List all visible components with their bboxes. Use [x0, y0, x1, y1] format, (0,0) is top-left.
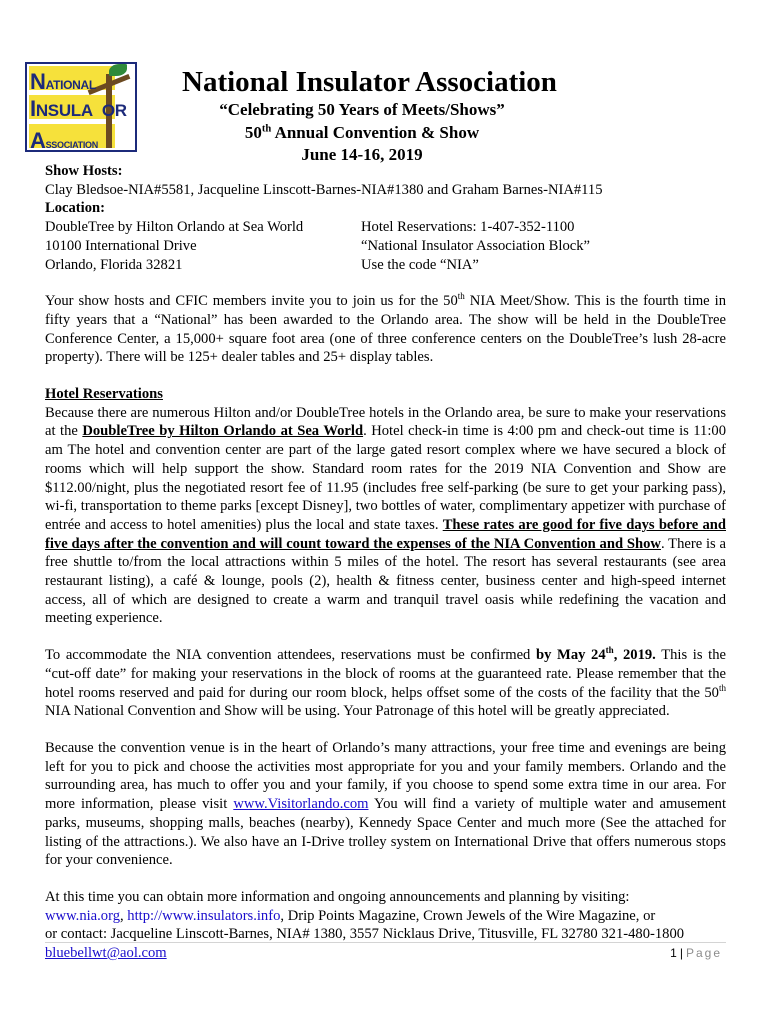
visitorlando-link[interactable]: www.Visitorlando.com — [233, 796, 369, 813]
hosts-label: Show Hosts: — [45, 163, 123, 179]
subtitle-celebrating: “Celebrating 50 Years of Meets/Shows” — [219, 100, 505, 119]
page-word: Page — [685, 946, 722, 960]
contact-line-3: or contact: Jacqueline Linscott-Barnes, NIA# 1380, 3557 Nicklaus Drive, Titusville, FL 32780 321-480-1800 — [45, 926, 685, 943]
address-line: 10100 International Drive — [45, 237, 197, 254]
page-number: 1 — [670, 946, 677, 960]
contact-line-1: At this time you can obtain more information and ongoing announcements and planning by visiting: — [45, 888, 630, 905]
address-line: DoubleTree by Hilton Orlando at Sea World — [45, 219, 304, 236]
subtitle-dates: June 14-16, 2019 — [301, 145, 423, 164]
document-body — [45, 162, 726, 963]
reservation-line: Hotel Reservations: 1-407-352-1100 — [361, 219, 575, 236]
contact-line-2: www.nia.org, http://www.insulators.info, Drip Points Magazine, Crown Jewels of the Wire Magazine, or — [45, 907, 656, 924]
logo-word-association: ASSOCIATION — [30, 128, 98, 153]
location-block — [45, 218, 726, 274]
reservation-line: Use the code “NIA” — [361, 256, 479, 273]
email-link[interactable]: bluebellwt@aol.com — [45, 945, 167, 962]
hotel-name: DoubleTree by Hilton Orlando at Sea World — [82, 423, 364, 440]
cutoff-paragraph: To accommodate the NIA convention attendees, reservations must be confirmed by May 24th, 2019. This is the “cut-off date” for making your reservations in the block of rooms at the guaranteed rate. Please remember that the hotel rooms reserved and paid for during our room block, helps offset some of the costs of the facility that the 50th NIA National Convention and Show will be using. Your Patronage of this hotel will be greatly appreciated. — [45, 645, 726, 720]
logo-leaf-icon — [109, 64, 127, 76]
location-label: Location: — [45, 200, 105, 217]
footer-separator: | — [679, 946, 683, 960]
subtitle-convention: 50th Annual Convention & Show — [244, 123, 480, 142]
insulators-info-link[interactable]: http://www.insulators.info — [127, 907, 281, 924]
reservation-line: “National Insulator Association Block” — [361, 237, 590, 254]
nia-org-link[interactable]: www.nia.org — [45, 907, 120, 924]
footer-divider — [45, 942, 726, 943]
nia-logo — [25, 62, 137, 152]
hosts-names: Clay Bledsoe-NIA#5581, Jacqueline Linscott-Barnes-NIA#1380 and Graham Barnes-NIA#115 — [45, 181, 603, 198]
location-reservations — [361, 218, 590, 274]
hotel-paragraph: Because there are numerous Hilton and/or DoubleTree hotels in the Orlando area, be sure to make your reservations at the DoubleTree by Hilton Orlando at Sea World. Hotel check-in time is 4:00 pm and check-out time is 11:00 am The hotel and convention center are part of the large gated resort complex where we have secured a block of rooms which will help support the show. Standard room rates for the 2019 NIA Convention and Show are $112.00/night, plus the negotiated resort fee of 11.95 (includes free self-parking (be sure to get your parking pass), wi-fi, transportation to theme parks [except Disney], two bottles of water, complimentary appetizer with purchase of entrée and access to hotel amenities) plus the local and state taxes. These rates are good for five days before and five days after the convention and will count toward the expenses of the NIA Convention and Show. There is a free shuttle to/from the local attractions within 5 miles of the hotel. The resort has several restaurants (see area restaurant listing), a café & lounge, pools (2), health & fitness center, business center and high-speed internet access, all of which are designed to create a warm and tranquil travel oasis while redefining the vacation and meeting experience. — [45, 404, 726, 627]
logo-word-national: NATIONAL — [30, 69, 96, 94]
address-line: Orlando, Florida 32821 — [45, 256, 183, 273]
page-footer — [670, 946, 722, 960]
intro-paragraph: Your show hosts and CFIC members invite you to join us for the 50th NIA Meet/Show. This is the fourth time in fifty years that a “National” has been awarded to the Orlando area. The show will be held in the DoubleTree Conference Center, a 15,000+ square foot area (one of three conference centers on the DoubleTree’s lush 28-acre property). There will be 125+ dealer tables and 25+ display tables. — [45, 291, 726, 366]
page-title: National Insulator Association — [182, 66, 557, 98]
attractions-paragraph: Because the convention venue is in the heart of Orlando’s many attractions, your free time and evenings are being left for you to pick and choose the activities most appropriate for you and your family members. Orlando and the surrounding area, has much to offer you and your family, if you choose to spend some extra time in our area. For more information, please visit www.Visitorlando.com You will find a variety of multiple water and amusement parks, museums, shopping malls, beaches (nearby), Kennedy Space Center and much more (See the attached for listing of the attractions.). We also have an I-Drive trolley system on International Drive that offers numerous stops for your convenience. — [45, 739, 727, 869]
rates-emphasis: These rates are good for five days before and five days after the convention and will count toward the expenses of the NIA Convention and Show — [45, 516, 726, 552]
logo-word-insulator: INSULA OR — [30, 96, 127, 121]
location-address — [45, 218, 361, 274]
hotel-heading: Hotel Reservations — [45, 386, 163, 403]
cutoff-date: by May 24th, 2019. — [536, 645, 656, 664]
